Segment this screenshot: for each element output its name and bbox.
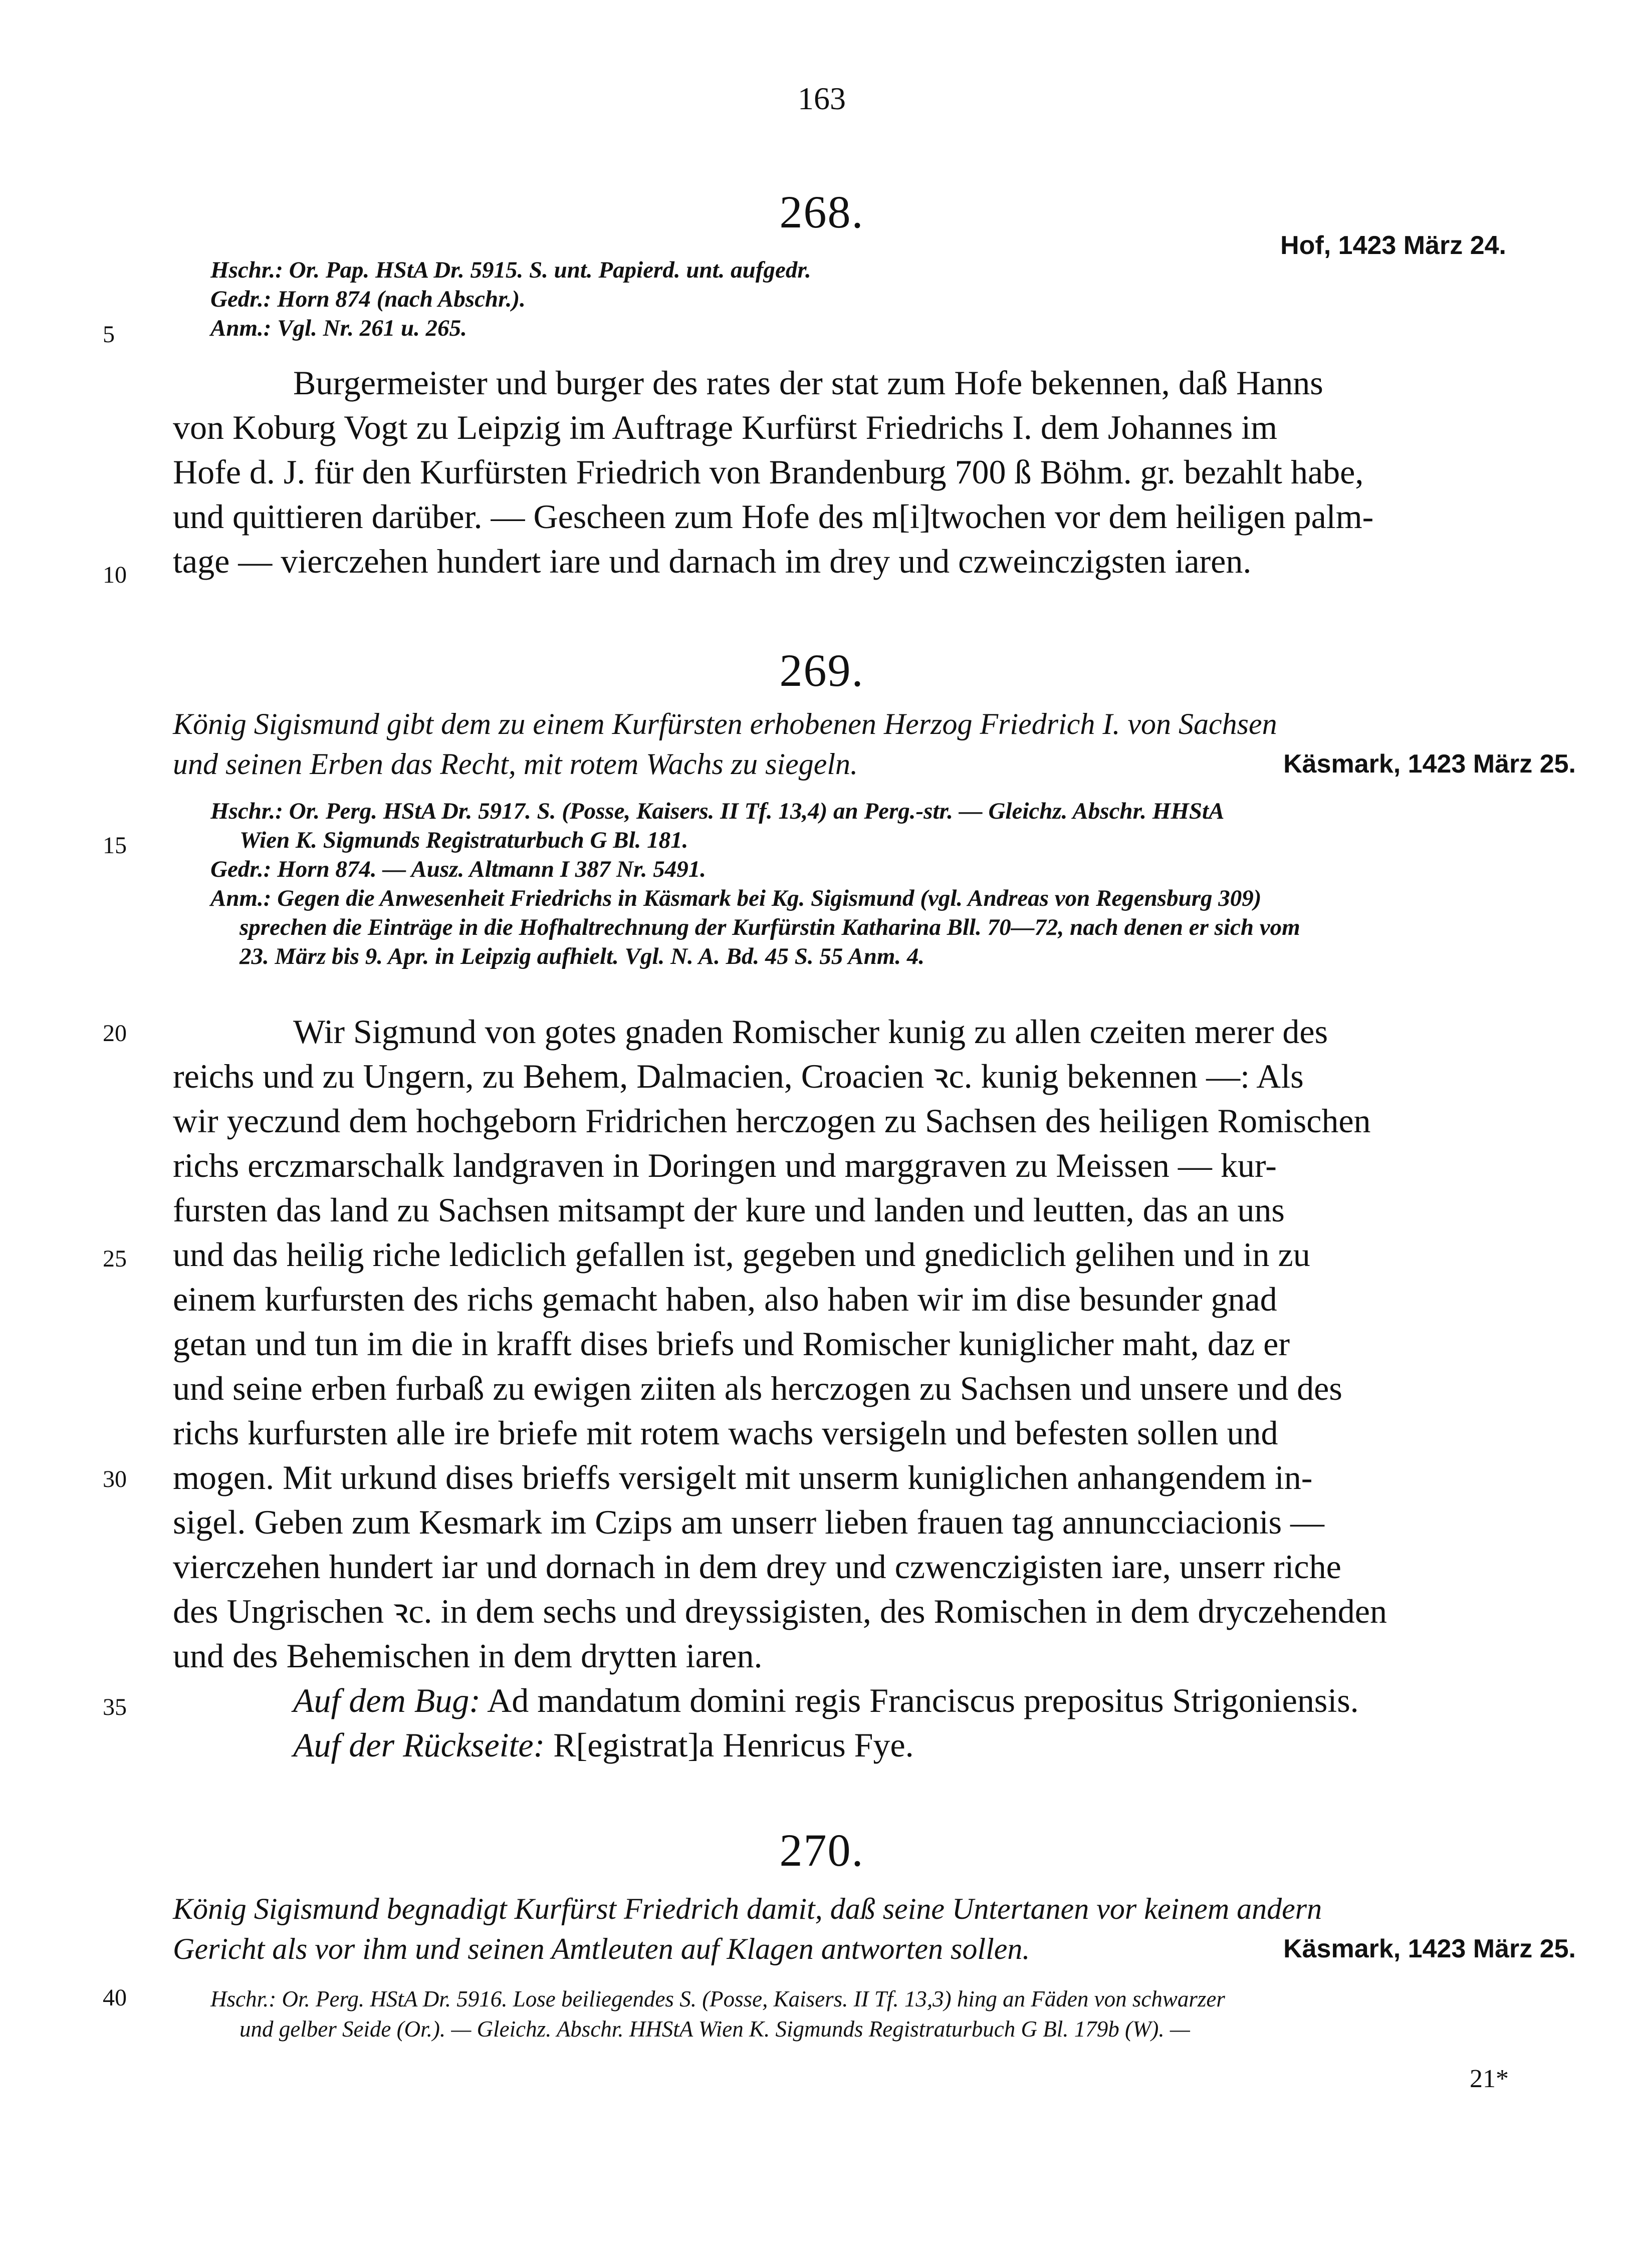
body-line: und quittieren darüber. — Gescheen zum Hofe des m[i]twochen vor dem heiligen palm- [173,497,1374,536]
body-line: und des Behemischen in dem drytten iaren. [173,1637,763,1675]
doc-270-place-date: Käsmark, 1423 März 25. [1283,1934,1576,1963]
meta-line: Gedr.: Horn 874 (nach Abschr.). [210,286,526,312]
body-line: richs kurfursten alle ire briefe mit rotem wachs versigeln und befesten sollen und [173,1414,1278,1452]
line-number: 20 [103,1020,127,1047]
endorsement-text: R[egistrat]a Henricus Fye. [553,1726,914,1764]
meta-line: Hschr.: Or. Perg. HStA Dr. 5916. Lose beiliegendes S. (Posse, Kaisers. II Tf. 13,3) hing an Fäden von schwarzer [210,1986,1225,2011]
heading-line [173,1929,1591,1969]
body-line: fursten das land zu Sachsen mitsampt der kure und landen und leutten, das an uns [173,1191,1285,1229]
body-line: wir yeczund dem hochgeborn Fridrichen herczogen zu Sachsen des heiligen Romischen [173,1102,1371,1140]
body-line: Wir Sigmund von gotes gnaden Romischer kunig zu allen czeiten merer des [293,1013,1328,1051]
meta-line: Hschr.: Or. Perg. HStA Dr. 5917. S. (Posse, Kaisers. II Tf. 13,4) an Perg.-str. — Gleichz. Abschr. HHStA [210,798,1225,824]
meta-line: Anm.: Vgl. Nr. 261 u. 265. [210,315,467,341]
body-line: von Koburg Vogt zu Leipzig im Auftrage Kurfürst Friedrichs I. dem Johannes im [173,408,1277,446]
body-line: Burgermeister und burger des rates der stat zum Hofe bekennen, daß Hanns [293,364,1323,402]
doc-269-place-date: Käsmark, 1423 März 25. [1283,749,1576,779]
endorsement-label: Auf dem Bug: [293,1681,481,1719]
line-number: 30 [103,1466,127,1492]
body-line: und das heilig riche lediclich gefallen ist, gegeben und gnediclich gelihen und in zu [173,1235,1310,1274]
doc-268-number: 268. [779,186,864,237]
line-number: 25 [103,1245,127,1272]
page-number: 163 [798,81,846,116]
doc-269-meta [210,797,1300,971]
endorsement-bug [173,1678,1506,1723]
body-line: des Ungrischen ꝛc. in dem sechs und dreyssigisten, des Romischen in dem dryczehenden [173,1592,1387,1630]
body-line: vierczehen hundert iar und dornach in dem drey und czwenczigisten iare, unserr riche [173,1548,1341,1586]
doc-269-number: 269. [779,645,864,696]
heading-text: Gericht als vor ihm und seinen Amtleuten auf Klagen antworten sollen. [173,1932,1030,1965]
endorsement-text: Ad mandatum domini regis Franciscus prepositus Strigoniensis. [487,1681,1359,1719]
body-line: getan und tun im die in krafft dises briefs und Romischer kuniglicher maht, daz er [173,1325,1290,1363]
heading-text: und seinen Erben das Recht, mit rotem Wachs zu siegeln. [173,747,858,781]
doc-269-body [173,1010,1506,1768]
body-line: tage — vierczehen hundert iare und darnach im drey und czweinczigsten iaren. [173,542,1252,580]
meta-line: Wien K. Sigmunds Registraturbuch G Bl. 181. [240,827,688,853]
body-line: und seine erben furbaß zu ewigen ziiten als herczogen zu Sachsen und unsere und des [173,1369,1342,1407]
line-number: 35 [103,1694,127,1720]
doc-270-meta [210,1984,1225,2044]
line-number: 10 [103,562,127,588]
doc-269-heading [173,704,1591,784]
doc-268-meta [210,256,811,343]
meta-line: sprechen die Einträge in die Hofhaltrechnung der Kurfürstin Katharina Bll. 70—72, nach denen er sich vom [240,914,1300,940]
signature-mark: 21* [1470,2065,1509,2093]
line-number: 15 [103,832,127,859]
meta-line: Anm.: Gegen die Anwesenheit Friedrichs in Käsmark bei Kg. Sigismund (vgl. Andreas von Regensburg 309) [210,885,1262,911]
endorsement-label: Auf der Rückseite: [293,1726,545,1764]
doc-268-body [173,361,1506,584]
body-line: Hofe d. J. für den Kurfürsten Friedrich von Brandenburg 700 ß Böhm. gr. bezahlt habe, [173,453,1364,491]
heading-line: König Sigismund gibt dem zu einem Kurfürsten erhobenen Herzog Friedrich I. von Sachsen [173,707,1277,740]
meta-line: 23. März bis 9. Apr. in Leipzig aufhielt. Vgl. N. A. Bd. 45 S. 55 Anm. 4. [240,943,925,969]
heading-line: König Sigismund begnadigt Kurfürst Friedrich damit, daß seine Untertanen vor keinem andern [173,1892,1322,1925]
doc-270-heading [173,1889,1591,1969]
endorsement-rueckseite [173,1723,1506,1768]
body-line: einem kurfursten des richs gemacht haben, also haben wir im dise besunder gnad [173,1280,1277,1318]
line-number: 5 [103,321,115,348]
body-line: reichs und zu Ungern, zu Behem, Dalmacien, Croacien ꝛc. kunig bekennen —: Als [173,1057,1304,1095]
meta-line: Gedr.: Horn 874. — Ausz. Altmann I 387 Nr. 5491. [210,856,706,882]
body-line: sigel. Geben zum Kesmark im Czips am unserr lieben frauen tag annuncciacionis — [173,1503,1325,1541]
meta-line: und gelber Seide (Or.). — Gleichz. Abschr. HHStA Wien K. Sigmunds Registraturbuch G Bl. 179b (W). — [240,2017,1190,2042]
body-line: mogen. Mit urkund dises brieffs versigelt mit unserm kuniglichen anhangendem in- [173,1458,1313,1496]
doc-268-place-date: Hof, 1423 März 24. [1280,231,1506,260]
line-number: 40 [103,1984,127,2011]
meta-line: Hschr.: Or. Pap. HStA Dr. 5915. S. unt. Papierd. unt. aufgedr. [210,257,811,283]
heading-line [173,744,1591,784]
body-line: richs erczmarschalk landgraven in Doringen und marggraven zu Meissen — kur- [173,1146,1277,1184]
doc-270-number: 270. [779,1825,864,1876]
